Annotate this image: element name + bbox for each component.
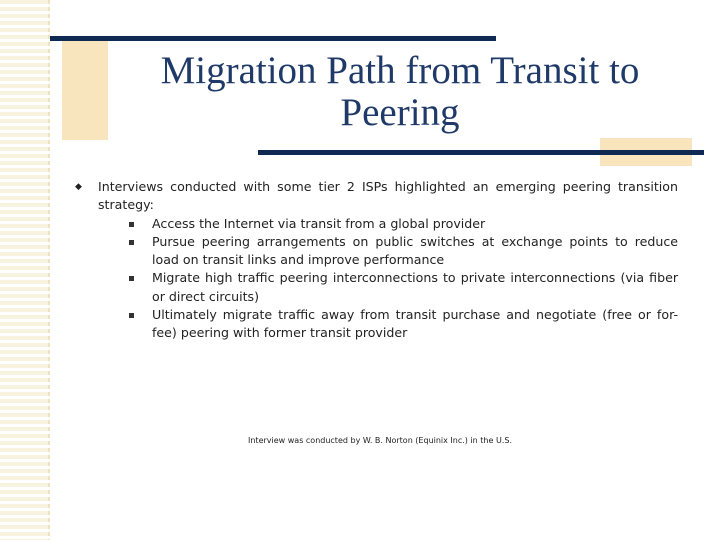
sub-bullet-list: [98, 215, 678, 343]
slide-title: Migration Path from Transit to Peering: [160, 49, 640, 134]
tan-accent-block: [62, 38, 108, 140]
sub-bullet-item: [98, 215, 678, 233]
sub-bullet-item: [98, 269, 678, 306]
sub-bullet-text: Migrate high traffic peering interconnections to private interconnections (via fiber or direct circuits): [152, 270, 678, 304]
slide-body: [75, 178, 678, 343]
sub-bullet-text: Pursue peering arrangements on public switches at exchange points to reduce load on transit links and improve performance: [152, 233, 678, 268]
main-bullet-item: [75, 178, 678, 343]
title-rule-bottom: [258, 150, 704, 155]
square-bullet-icon: [129, 313, 134, 318]
footnote: Interview was conducted by W. B. Norton (Equinix Inc.) in the U.S.: [248, 436, 512, 445]
sub-bullet-text: Access the Internet via transit from a global provider: [152, 215, 486, 231]
square-bullet-icon: [129, 222, 134, 227]
sub-bullet-item: [98, 233, 678, 270]
main-bullet-text: Interviews conducted with some tier 2 ISPs highlighted an emerging peering transition strategy:: [98, 179, 678, 213]
square-bullet-icon: [129, 240, 134, 245]
title-rule-top: [50, 36, 496, 41]
sub-bullet-text: Ultimately migrate traffic away from transit purchase and negotiate (free or for-fee) peering with former transit provider: [152, 307, 678, 341]
ledger-stripe-decoration: [0, 0, 51, 540]
square-bullet-icon: [129, 276, 134, 281]
diamond-bullet-icon: ◆: [75, 182, 82, 192]
sub-bullet-item: [98, 306, 678, 343]
